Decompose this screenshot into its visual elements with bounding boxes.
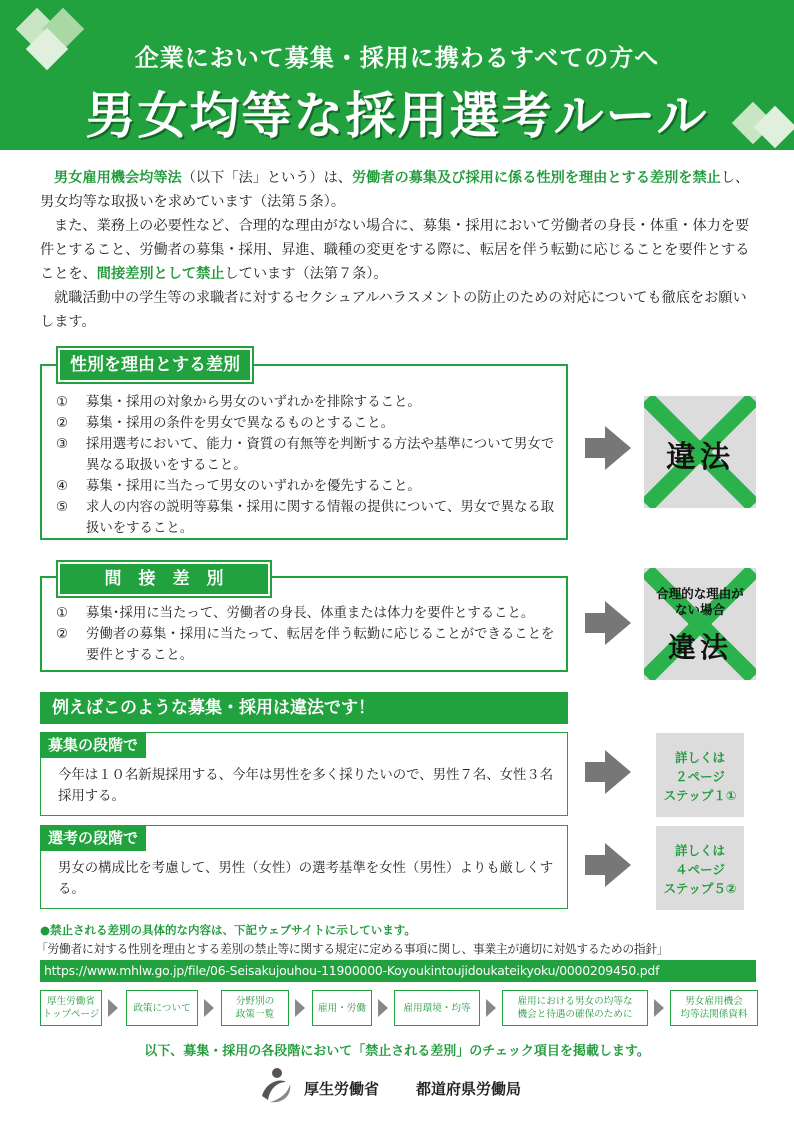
nav-arrow-icon <box>486 999 496 1017</box>
gender-discrimination-tag: 性別を理由とする差別 <box>58 348 252 382</box>
intro-highlight: 労働者の募集及び採用に係る性別を理由とする差別を禁止 <box>351 170 721 186</box>
intro-text-span: しています（法第７条）。 <box>224 266 388 282</box>
item-text: 求人の内容の説明等募集・採用に関する情報の提供について、男女で異なる取扱いをすること。 <box>86 500 555 536</box>
examples-banner: 例えばこのような募集・採用は違法です！ <box>40 692 568 724</box>
footer-note: ●禁止される差別の具体的な内容は、下記ウェブサイトに示しています。 <box>40 923 416 937</box>
arrow-right-icon <box>605 843 631 887</box>
closing-note: 以下、募集・採用の各段階において「禁止される差別」のチェック項目を掲載します。 <box>144 1044 650 1059</box>
indirect-discrimination-tag: 間 接 差 別 <box>58 562 270 596</box>
intro-paragraph-1 <box>40 166 760 214</box>
intro-text <box>40 166 760 334</box>
list-item <box>56 392 556 413</box>
nav-arrow-icon <box>204 999 214 1017</box>
nav-arrow-icon <box>654 999 664 1017</box>
reference-line: ステップ１① <box>663 788 737 803</box>
intro-highlight: 間接差別として禁止 <box>96 266 225 282</box>
recruitment-stage-title: 募集の段階で <box>40 732 146 758</box>
nav-link[interactable] <box>40 990 102 1026</box>
reference-step1 <box>656 733 744 817</box>
nav-link[interactable] <box>670 990 758 1026</box>
intro-text-span: また、業務上の必要性など、合理的な理由がない場合に、募集・採用において労働者の身長・体重・体力を要件とすること、労働者の募集・採用、昇進、職種の変更をする際に、転居を伴う転勤に応じることを要件とすることを、 <box>40 218 750 282</box>
verdict-condition-line: 合理的な理由が <box>656 586 744 601</box>
reference-line: 詳しくは <box>674 750 725 765</box>
header-subtitle: 企業において募集・採用に携わるすべての方へ <box>134 44 660 72</box>
item-text: 採用選考において、能力・資質の有無等を判断する方法や基準について男女で異なる取扱いをすること。 <box>86 437 555 473</box>
item-text: 労働者の募集・採用に当たって、転居を伴う転勤に応じることができることを要件とすること。 <box>86 627 555 663</box>
recruitment-stage-text: 今年は１０名新規採用する、今年は男性を多く採りたいので、男性７名、女性３名採用する。 <box>58 768 554 804</box>
item-text: 募集・採用の条件を男女で異なるものとすること。 <box>86 416 394 431</box>
nav-link[interactable] <box>502 990 648 1026</box>
list-item <box>56 434 556 476</box>
nav-link[interactable] <box>221 990 289 1026</box>
labour-bureau-name: 都道府県労働局 <box>416 1080 522 1098</box>
selection-stage-title: 選考の段階で <box>40 825 146 851</box>
nav-arrow-icon <box>295 999 305 1017</box>
nav-link-label: 分野別の 政策一覧 <box>235 996 275 1020</box>
nav-link[interactable] <box>126 990 198 1026</box>
verdict-condition <box>644 586 756 618</box>
list-item <box>56 413 556 434</box>
illegal-label: 違法 <box>666 440 734 475</box>
guideline-url-link[interactable]: https://www.mhlw.go.jp/file/06-Seisakujouhou-11900000-Koyoukintoujidoukateikyoku/0000209450.pdf <box>40 960 756 982</box>
nav-link[interactable] <box>312 990 372 1026</box>
item-number: ② <box>56 627 69 642</box>
page-title: 男女均等な採用選考ルール <box>85 87 709 145</box>
law-name: 男女雇用機会均等法 <box>54 170 182 186</box>
intro-text-span: し、男女均等な取扱いを求めています（法第５条）。 <box>40 170 750 210</box>
list-item <box>56 603 556 624</box>
item-number: ⑤ <box>56 500 69 515</box>
intro-paragraph-3: 就職活動中の学生等の求職者に対するセクシュアルハラスメントの防止のための対応についても徹底をお願いします。 <box>40 290 747 330</box>
nav-link-label: 政策について <box>133 1002 191 1014</box>
reference-line: ２ページ <box>675 769 725 784</box>
nav-arrow-icon <box>378 999 388 1017</box>
nav-link-label: 雇用における男女の均等な 機会と待遇の確保のために <box>517 996 633 1020</box>
reference-step5 <box>656 826 744 910</box>
item-text: 募集・採用の対象から男女のいずれかを排除すること。 <box>86 395 421 410</box>
item-number: ② <box>56 416 69 431</box>
item-text: 募集･採用に当たって、労働者の身長、体重または体力を要件とすること。 <box>86 606 535 621</box>
item-text: 募集・採用に当たって男女のいずれかを優先すること。 <box>86 479 421 494</box>
guideline-title: 「労働者に対する性別を理由とする差別の禁止等に関する規定に定める事項に関し、事業主が適切に対処するための指針」 <box>36 942 669 956</box>
list-item <box>56 476 556 497</box>
verdict-condition-line: ない場合 <box>674 602 725 617</box>
gender-discrimination-list <box>56 392 556 539</box>
mhlw-logo-icon <box>256 1066 296 1106</box>
nav-link-label: 男女雇用機会 均等法関係資料 <box>680 996 748 1020</box>
nav-link-label: 厚生労働省 トップページ <box>42 996 100 1020</box>
reference-line: ステップ５② <box>663 881 737 896</box>
ministry-name: 厚生労働省 <box>304 1080 380 1098</box>
item-number: ③ <box>56 437 69 452</box>
list-item <box>56 624 556 666</box>
nav-arrow-icon <box>108 999 118 1017</box>
conditional-illegal-verdict <box>644 568 756 680</box>
arrow-right-icon <box>605 601 631 645</box>
header-banner <box>0 0 794 150</box>
indirect-discrimination-list <box>56 603 556 666</box>
reference-line: ４ページ <box>675 862 725 877</box>
intro-paragraph-2 <box>40 214 760 286</box>
arrow-right-icon <box>605 426 631 470</box>
nav-link[interactable] <box>394 990 480 1026</box>
illegal-verdict <box>644 396 756 508</box>
selection-stage-text: 男女の構成比を考慮して、男性（女性）の選考基準を女性（男性）よりも厳しくする。 <box>58 861 554 897</box>
list-item <box>56 497 556 539</box>
nav-link-label: 雇用環境・均等 <box>403 1002 471 1014</box>
arrow-right-icon <box>605 750 631 794</box>
item-number: ① <box>56 606 69 621</box>
intro-text-span: （以下「法」という）は、 <box>181 170 352 186</box>
nav-link-label: 雇用・労働 <box>318 1002 366 1014</box>
reference-line: 詳しくは <box>674 843 725 858</box>
illegal-label: 違法 <box>667 631 732 664</box>
item-number: ④ <box>56 479 69 494</box>
item-number: ① <box>56 395 69 410</box>
